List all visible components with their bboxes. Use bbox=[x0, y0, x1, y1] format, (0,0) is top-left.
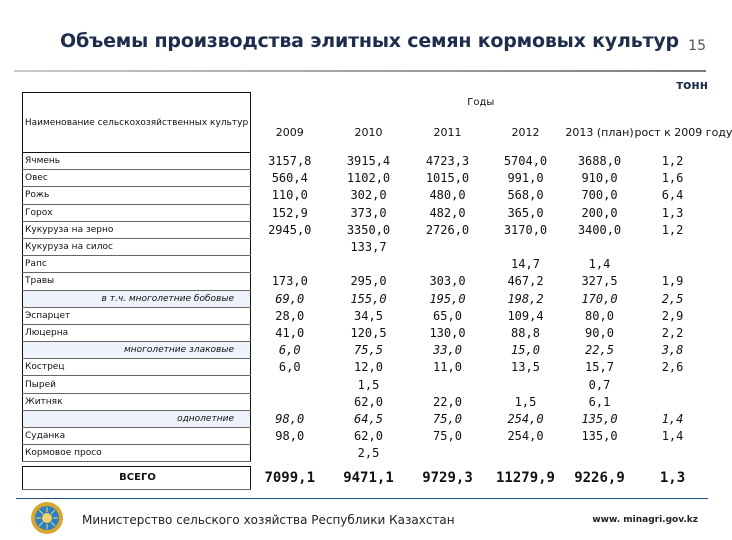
crop-name: Суданка bbox=[23, 428, 251, 445]
crop-name: Пырей bbox=[23, 376, 251, 393]
value-cell bbox=[565, 238, 635, 255]
value-cell: 98,0 bbox=[275, 411, 305, 426]
value-cell: 1,2 bbox=[661, 154, 684, 169]
value-cell: 135,0 bbox=[581, 411, 618, 426]
table-row bbox=[23, 153, 711, 170]
year-column-header: 2009 bbox=[275, 126, 304, 139]
value-cell: 198,2 bbox=[507, 291, 544, 306]
value-cell bbox=[565, 445, 635, 462]
value-cell bbox=[635, 393, 711, 410]
value-cell: 6,4 bbox=[661, 188, 684, 203]
value-cell bbox=[251, 256, 329, 273]
ministry-name: Министерство сельского хозяйства Республики Казахстан bbox=[82, 513, 455, 527]
value-cell: 302,0 bbox=[350, 188, 387, 203]
value-cell: 1,2 bbox=[661, 222, 684, 237]
value-cell: 700,0 bbox=[581, 188, 618, 203]
value-cell: 1,6 bbox=[661, 171, 684, 186]
crop-name: Эспарцет bbox=[23, 307, 251, 324]
value-cell: 295,0 bbox=[350, 274, 387, 289]
value-cell bbox=[487, 445, 565, 462]
value-cell: 5704,0 bbox=[503, 154, 548, 169]
value-cell: 62,0 bbox=[354, 394, 383, 409]
value-cell: 2,9 bbox=[661, 308, 684, 323]
value-cell: 560,4 bbox=[271, 171, 308, 186]
value-cell: 6,0 bbox=[278, 343, 301, 358]
value-cell: 62,0 bbox=[354, 429, 383, 444]
value-cell: 98,0 bbox=[275, 429, 305, 444]
value-cell: 4723,3 bbox=[425, 154, 470, 169]
unit-label: тонн bbox=[676, 78, 708, 92]
crop-name: Кукуруза на зерно bbox=[23, 221, 251, 238]
table-row bbox=[23, 290, 711, 307]
value-cell: 173,0 bbox=[271, 274, 308, 289]
website-link[interactable]: www. minagri.gov.kz bbox=[592, 515, 698, 525]
value-cell: 133,7 bbox=[350, 240, 387, 255]
value-cell: 152,9 bbox=[271, 205, 308, 220]
crop-name: в т.ч. многолетние бобовые bbox=[23, 290, 251, 307]
table-row bbox=[23, 256, 711, 273]
value-cell: 12,0 bbox=[354, 360, 383, 375]
value-cell bbox=[409, 238, 487, 255]
table-row bbox=[23, 170, 711, 187]
value-cell: 3915,4 bbox=[346, 154, 391, 169]
value-cell: 28,0 bbox=[275, 308, 305, 323]
crop-name: Рапс bbox=[23, 256, 251, 273]
table-row bbox=[23, 204, 711, 221]
total-value: 9471,1 bbox=[343, 470, 394, 487]
value-cell: 14,7 bbox=[511, 257, 540, 272]
table-row bbox=[23, 359, 711, 376]
value-cell bbox=[635, 238, 711, 255]
value-cell bbox=[409, 256, 487, 273]
value-cell: 1,4 bbox=[661, 411, 684, 426]
value-cell: 88,8 bbox=[511, 325, 540, 340]
value-cell: 6,0 bbox=[278, 360, 301, 375]
value-cell bbox=[635, 256, 711, 273]
value-cell: 22,5 bbox=[585, 343, 614, 358]
value-cell: 2945,0 bbox=[268, 222, 312, 237]
value-cell: 75,5 bbox=[354, 343, 383, 358]
value-cell bbox=[635, 376, 711, 393]
year-column-header: 2011 bbox=[433, 126, 462, 139]
value-cell: 991,0 bbox=[507, 171, 544, 186]
table-row bbox=[23, 273, 711, 290]
value-cell: 65,0 bbox=[433, 308, 462, 323]
crop-name: многолетние злаковые bbox=[23, 342, 251, 359]
crop-name: Кострец bbox=[23, 359, 251, 376]
value-cell: 2,5 bbox=[661, 291, 684, 306]
crop-name: Ячмень bbox=[23, 153, 251, 170]
value-cell: 69,0 bbox=[275, 291, 305, 306]
year-column-header: рост к 2009 году bbox=[634, 126, 732, 139]
value-cell: 482,0 bbox=[429, 205, 466, 220]
value-cell bbox=[329, 256, 409, 273]
page-number: 15 bbox=[688, 38, 706, 54]
value-cell: 75,0 bbox=[433, 411, 462, 426]
value-cell: 3170,0 bbox=[503, 222, 548, 237]
crop-name: Кукуруза на силос bbox=[23, 238, 251, 255]
value-cell: 3350,0 bbox=[346, 222, 391, 237]
value-cell: 75,0 bbox=[433, 429, 462, 444]
value-cell: 11,0 bbox=[433, 360, 462, 375]
value-cell: 1,4 bbox=[661, 429, 684, 444]
title-divider bbox=[14, 70, 706, 72]
value-cell: 135,0 bbox=[581, 429, 618, 444]
value-cell: 1015,0 bbox=[425, 171, 470, 186]
value-cell: 6,1 bbox=[588, 394, 611, 409]
value-cell: 22,0 bbox=[433, 394, 462, 409]
value-cell: 327,5 bbox=[581, 274, 618, 289]
years-header: Годы bbox=[467, 97, 495, 108]
total-label: ВСЕГО bbox=[23, 467, 251, 490]
value-cell: 34,5 bbox=[354, 308, 383, 323]
value-cell: 3,8 bbox=[661, 343, 684, 358]
value-cell: 1,5 bbox=[357, 377, 380, 392]
value-cell: 365,0 bbox=[507, 205, 544, 220]
crop-name: Рожь bbox=[23, 187, 251, 204]
value-cell: 254,0 bbox=[507, 429, 544, 444]
value-cell: 109,4 bbox=[507, 308, 544, 323]
value-cell bbox=[487, 238, 565, 255]
value-cell bbox=[409, 376, 487, 393]
value-cell: 0,7 bbox=[588, 377, 611, 392]
total-value: 9226,9 bbox=[574, 470, 625, 487]
value-cell: 41,0 bbox=[275, 325, 305, 340]
total-value: 9729,3 bbox=[422, 470, 473, 487]
value-cell: 1,9 bbox=[661, 274, 684, 289]
seed-production-table bbox=[22, 92, 732, 490]
state-emblem-icon bbox=[28, 500, 66, 536]
value-cell: 2726,0 bbox=[425, 222, 470, 237]
table-row bbox=[23, 445, 711, 462]
crop-name-header: Наименование сельскохозяйственных культур bbox=[23, 93, 251, 153]
value-cell: 2,5 bbox=[357, 446, 380, 461]
value-cell: 110,0 bbox=[271, 188, 308, 203]
table-row bbox=[23, 324, 711, 341]
year-column-header: 2010 bbox=[354, 126, 383, 139]
table-row bbox=[23, 410, 711, 427]
footer-divider bbox=[16, 498, 708, 499]
value-cell: 90,0 bbox=[585, 325, 614, 340]
value-cell: 15,7 bbox=[585, 360, 614, 375]
year-column-header: 2012 bbox=[511, 126, 540, 139]
value-cell bbox=[251, 393, 329, 410]
value-cell: 155,0 bbox=[350, 291, 387, 306]
table-row bbox=[23, 238, 711, 255]
crop-name: Люцерна bbox=[23, 324, 251, 341]
value-cell: 568,0 bbox=[507, 188, 544, 203]
value-cell: 1102,0 bbox=[346, 171, 391, 186]
table-row bbox=[23, 221, 711, 238]
total-value: 11279,9 bbox=[495, 470, 555, 487]
value-cell: 1,4 bbox=[588, 257, 611, 272]
year-column-header: 2013 (план) bbox=[565, 126, 634, 139]
value-cell: 200,0 bbox=[581, 205, 618, 220]
crop-name: Горох bbox=[23, 204, 251, 221]
value-cell: 467,2 bbox=[507, 274, 544, 289]
total-value: 1,3 bbox=[659, 470, 686, 487]
value-cell bbox=[635, 445, 711, 462]
value-cell: 33,0 bbox=[433, 343, 462, 358]
value-cell: 480,0 bbox=[429, 188, 466, 203]
table-row bbox=[23, 342, 711, 359]
total-value: 7099,1 bbox=[264, 470, 316, 487]
value-cell: 170,0 bbox=[581, 291, 618, 306]
crop-name: Кормовое просо bbox=[23, 445, 251, 462]
value-cell bbox=[409, 445, 487, 462]
value-cell: 120,5 bbox=[350, 325, 387, 340]
value-cell: 254,0 bbox=[507, 411, 544, 426]
crop-name: однолетние bbox=[23, 410, 251, 427]
value-cell: 64,5 bbox=[354, 411, 383, 426]
value-cell: 13,5 bbox=[511, 360, 540, 375]
value-cell bbox=[251, 376, 329, 393]
total-row bbox=[23, 467, 711, 490]
value-cell: 373,0 bbox=[350, 205, 387, 220]
table-row bbox=[23, 428, 711, 445]
crop-name: Травы bbox=[23, 273, 251, 290]
value-cell: 130,0 bbox=[429, 325, 466, 340]
value-cell: 910,0 bbox=[581, 171, 618, 186]
table-row bbox=[23, 187, 711, 204]
value-cell: 3688,0 bbox=[577, 154, 622, 169]
value-cell bbox=[251, 445, 329, 462]
value-cell: 3157,8 bbox=[268, 154, 312, 169]
value-cell: 1,3 bbox=[661, 205, 684, 220]
value-cell: 3400,0 bbox=[577, 222, 622, 237]
table-row bbox=[23, 376, 711, 393]
value-cell bbox=[487, 376, 565, 393]
value-cell: 2,6 bbox=[661, 360, 684, 375]
crop-name: Житняк bbox=[23, 393, 251, 410]
value-cell: 303,0 bbox=[429, 274, 466, 289]
value-cell bbox=[251, 238, 329, 255]
value-cell: 80,0 bbox=[585, 308, 614, 323]
value-cell: 15,0 bbox=[511, 343, 540, 358]
page-title: Объемы производства элитных семян кормовых культур bbox=[60, 30, 679, 52]
table-row bbox=[23, 393, 711, 410]
table-row bbox=[23, 307, 711, 324]
value-cell: 1,5 bbox=[514, 394, 537, 409]
crop-name: Овес bbox=[23, 170, 251, 187]
value-cell: 2,2 bbox=[661, 325, 684, 340]
value-cell: 195,0 bbox=[429, 291, 466, 306]
